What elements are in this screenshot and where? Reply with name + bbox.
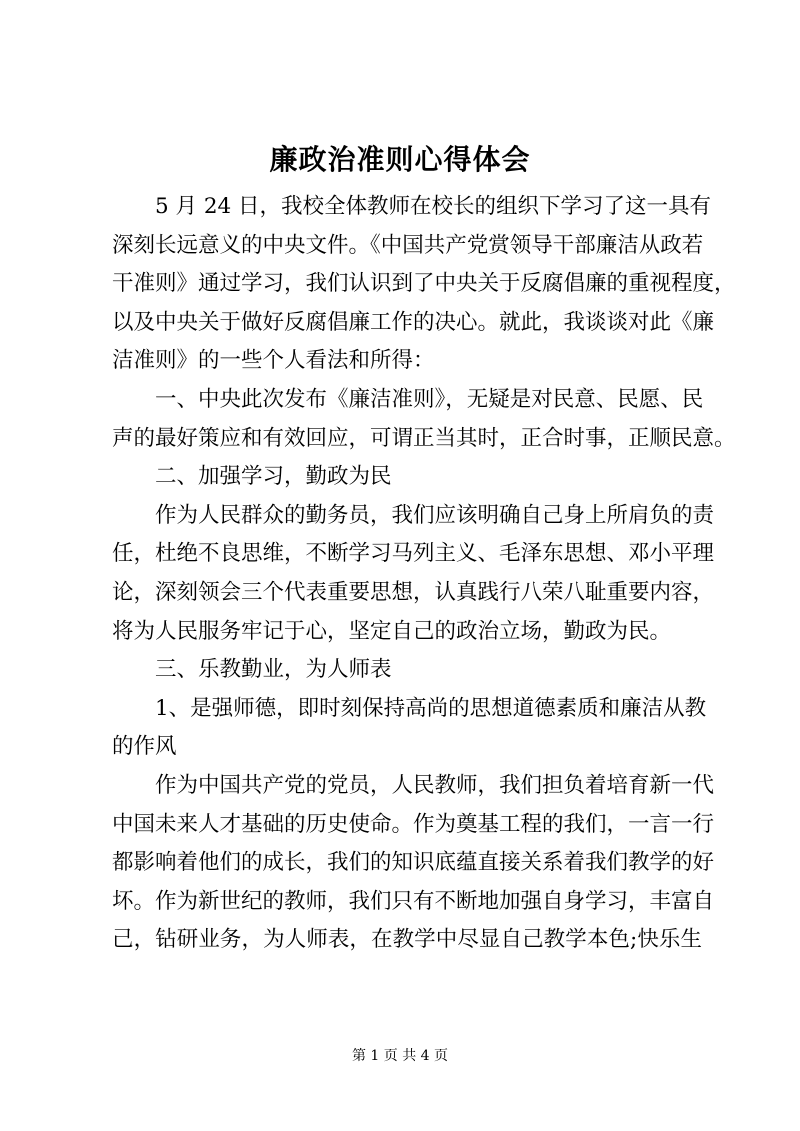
page-footer: 第 1 页 共 4 页 — [351, 1048, 449, 1064]
body-line: 作为中国共产党的党员，人民教师，我们担负着培育新一代 — [155, 772, 715, 798]
body-line: 1、是强师德，即时刻保持高尚的思想道德素质和廉洁从教 — [155, 695, 707, 721]
body-line: 都影响着他们的成长，我们的知识底蕴直接关系着我们教学的好 — [112, 850, 715, 876]
body-line: 声的最好策应和有效回应，可谓正当其时，正合时事，正顺民意。 — [112, 425, 736, 451]
body-line: 以及中央关于做好反腐倡廉工作的决心。就此，我谈谈对此《廉 — [112, 309, 715, 335]
body-line: 将为人民服务牢记于心，坚定自己的政治立场，勤政为民。 — [112, 618, 672, 644]
body-line: 的作风 — [112, 734, 177, 760]
body-line: 坏。作为新世纪的教师，我们只有不断地加强自身学习，丰富自 — [112, 888, 715, 914]
body-line: 5 月 24 日，我校全体教师在校长的组织下学习了这一具有 — [155, 194, 712, 219]
body-line: 深刻长远意义的中央文件。《中国共产党赏领导干部廉洁从政若 — [112, 232, 704, 258]
body-line: 作为人民群众的勤务员，我们应该明确自己身上所肩负的责 — [155, 502, 715, 528]
document-body — [112, 188, 736, 960]
body-line: 洁准则》的一些个人看法和所得： — [112, 348, 435, 374]
body-line: 三、乐教勤业，为人师表 — [155, 657, 392, 683]
document-title: 廉政治准则心得体会 — [269, 143, 531, 176]
body-line: 一、中央此次发布《廉洁准则》，无疑是对民意、民愿、民 — [155, 386, 704, 412]
body-line: 论，深刻领会三个代表重要思想，认真践行八荣八耻重要内容， — [112, 579, 715, 605]
body-line: 中国未来人才基础的历史使命。作为奠基工程的我们，一言一行 — [112, 811, 715, 837]
body-line: 二、加强学习，勤政为民 — [155, 464, 392, 490]
body-line: 干准则》通过学习，我们认识到了中央关于反腐倡廉的重视程度， — [112, 271, 736, 297]
body-line: 己，钻研业务，为人师表，在教学中尽显自己教学本色;快乐生 — [112, 927, 702, 953]
body-line: 任，杜绝不良思维，不断学习马列主义、毛泽东思想、邓小平理 — [112, 541, 715, 567]
